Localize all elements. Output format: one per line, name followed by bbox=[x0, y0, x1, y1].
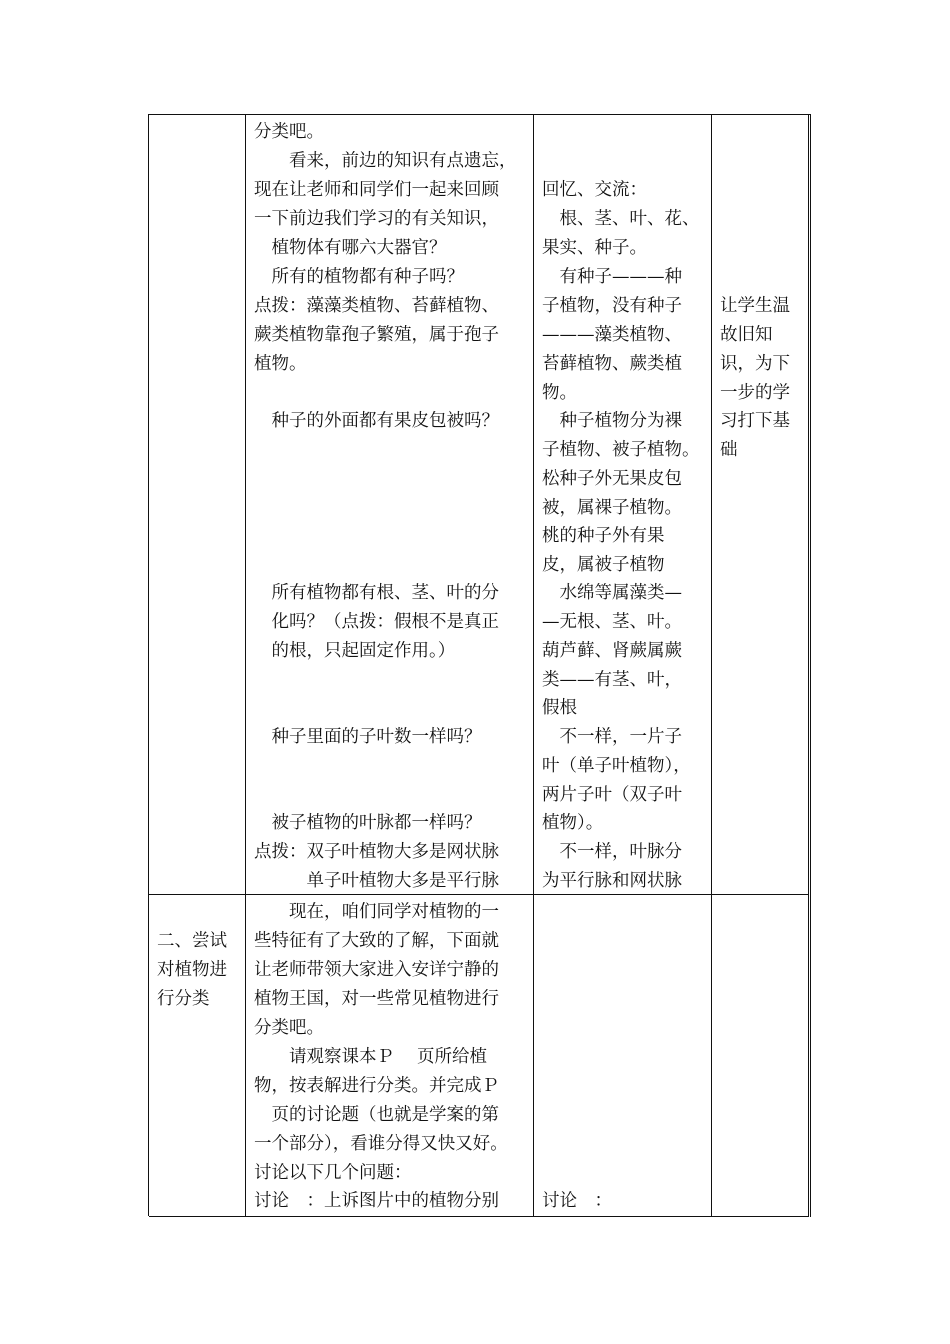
text-line: 植物。 bbox=[254, 354, 307, 374]
text-line: 点拨：藻藻类植物、苔藓植物、 bbox=[254, 296, 499, 316]
text-line: 种子里面的子叶数一样吗？ bbox=[254, 727, 482, 747]
text-line: ———藻类植物、 bbox=[542, 325, 682, 345]
text-line: 子植物，没有种子 bbox=[542, 296, 682, 316]
text-line: 桃的种子外有果 bbox=[542, 526, 665, 546]
text-line: 分类吧。 bbox=[254, 1018, 324, 1038]
text-line: 不一样，叶脉分 bbox=[542, 842, 682, 862]
text-line: 的根，只起固定作用。） bbox=[254, 641, 456, 661]
teacher-activity-cell bbox=[246, 895, 534, 1216]
text-line: 一个部分），看谁分得又快又好。 bbox=[254, 1134, 508, 1154]
text-line: 础 bbox=[720, 440, 738, 460]
text-line: 分类吧。 bbox=[254, 122, 324, 142]
student-activity-cell bbox=[534, 115, 712, 894]
text-line: 松种子外无果皮包 bbox=[542, 469, 682, 489]
text-line: 葫芦藓、肾蕨属蕨 bbox=[542, 641, 682, 661]
text-line: 行分类 bbox=[157, 989, 210, 1009]
text-line: 果实、种子。 bbox=[542, 238, 647, 258]
text-line: 点拨：双子叶植物大多是网状脉 bbox=[254, 842, 499, 862]
text-line: 看来，前边的知识有点遗忘， bbox=[254, 151, 517, 171]
text-line: 水绵等属藻类— bbox=[542, 583, 682, 603]
text-line: 植物体有哪六大器官？ bbox=[254, 238, 447, 258]
stage-cell bbox=[149, 115, 246, 894]
text-line: 故旧知 bbox=[720, 325, 773, 345]
text-line: 请观察课本Ｐ 页所给植 bbox=[254, 1047, 488, 1067]
text-line: 皮，属被子植物 bbox=[542, 555, 665, 575]
text-line: 所有的植物都有种子吗？ bbox=[254, 267, 464, 287]
text-line: 被，属裸子植物。 bbox=[542, 498, 682, 518]
text-line: 叶（单子叶植物）， bbox=[542, 756, 691, 776]
text-line: 识，为下 bbox=[720, 354, 790, 374]
text-line: 物。 bbox=[542, 383, 577, 403]
text-line: 习打下基 bbox=[720, 411, 790, 431]
text-line: 二、尝试 bbox=[157, 931, 227, 951]
text-line: 假根 bbox=[542, 698, 577, 718]
text-line: 一步的学 bbox=[720, 383, 790, 403]
text-line: 化吗？（点拨：假根不是真正 bbox=[254, 612, 499, 632]
text-line: 单子叶植物大多是平行脉 bbox=[254, 871, 499, 891]
teacher-activity-cell bbox=[246, 115, 534, 894]
design-intent-cell bbox=[712, 115, 809, 894]
text-line: 被子植物的叶脉都一样吗？ bbox=[254, 813, 482, 833]
table-row bbox=[149, 895, 809, 1217]
text-line: 根、茎、叶、花、 bbox=[542, 209, 700, 229]
lesson-plan-table bbox=[148, 114, 810, 1216]
text-line: 回忆、交流： bbox=[542, 180, 647, 200]
text-line: 物，按表解进行分类。并完成Ｐ bbox=[254, 1076, 499, 1096]
text-line: 对植物进 bbox=[157, 960, 227, 980]
text-line: 为平行脉和网状脉 bbox=[542, 871, 682, 891]
text-line: 类——有茎、叶， bbox=[542, 670, 682, 690]
text-line: 些特征有了大致的了解，下面就 bbox=[254, 931, 499, 951]
text-line: 子植物、被子植物。 bbox=[542, 440, 700, 460]
text-line: 页的讨论题（也就是学案的第 bbox=[254, 1105, 499, 1125]
text-line: 讨论 ： bbox=[542, 1191, 612, 1211]
text-line: 让老师带领大家进入安详宁静的 bbox=[254, 960, 499, 980]
text-line: 蕨类植物靠孢子繁殖，属于孢子 bbox=[254, 325, 499, 345]
text-line: 讨论 ：上诉图片中的植物分别 bbox=[254, 1191, 499, 1211]
text-line: 所有植物都有根、茎、叶的分 bbox=[254, 583, 499, 603]
text-line: 种子植物分为裸 bbox=[542, 411, 682, 431]
student-activity-cell bbox=[534, 895, 712, 1216]
text-line: 现在，咱们同学对植物的一 bbox=[254, 902, 499, 922]
text-line: 让学生温 bbox=[720, 296, 790, 316]
text-line: 两片子叶（双子叶 bbox=[542, 785, 682, 805]
text-line: 一下前边我们学习的有关知识， bbox=[254, 209, 499, 229]
text-line: 有种子———种 bbox=[542, 267, 682, 287]
text-line: 讨论以下几个问题： bbox=[254, 1163, 412, 1183]
text-line: 苔藓植物、蕨类植 bbox=[542, 354, 682, 374]
text-line: 种子的外面都有果皮包被吗？ bbox=[254, 411, 499, 431]
design-intent-cell bbox=[712, 895, 809, 1216]
stage-cell bbox=[149, 895, 246, 1216]
text-line: —无根、茎、叶。 bbox=[542, 612, 682, 632]
text-line: 植物）。 bbox=[542, 813, 604, 833]
text-line: 植物王国，对一些常见植物进行 bbox=[254, 989, 499, 1009]
text-line: 不一样，一片子 bbox=[542, 727, 682, 747]
table-row bbox=[149, 115, 809, 895]
text-line: 现在让老师和同学们一起来回顾 bbox=[254, 180, 499, 200]
